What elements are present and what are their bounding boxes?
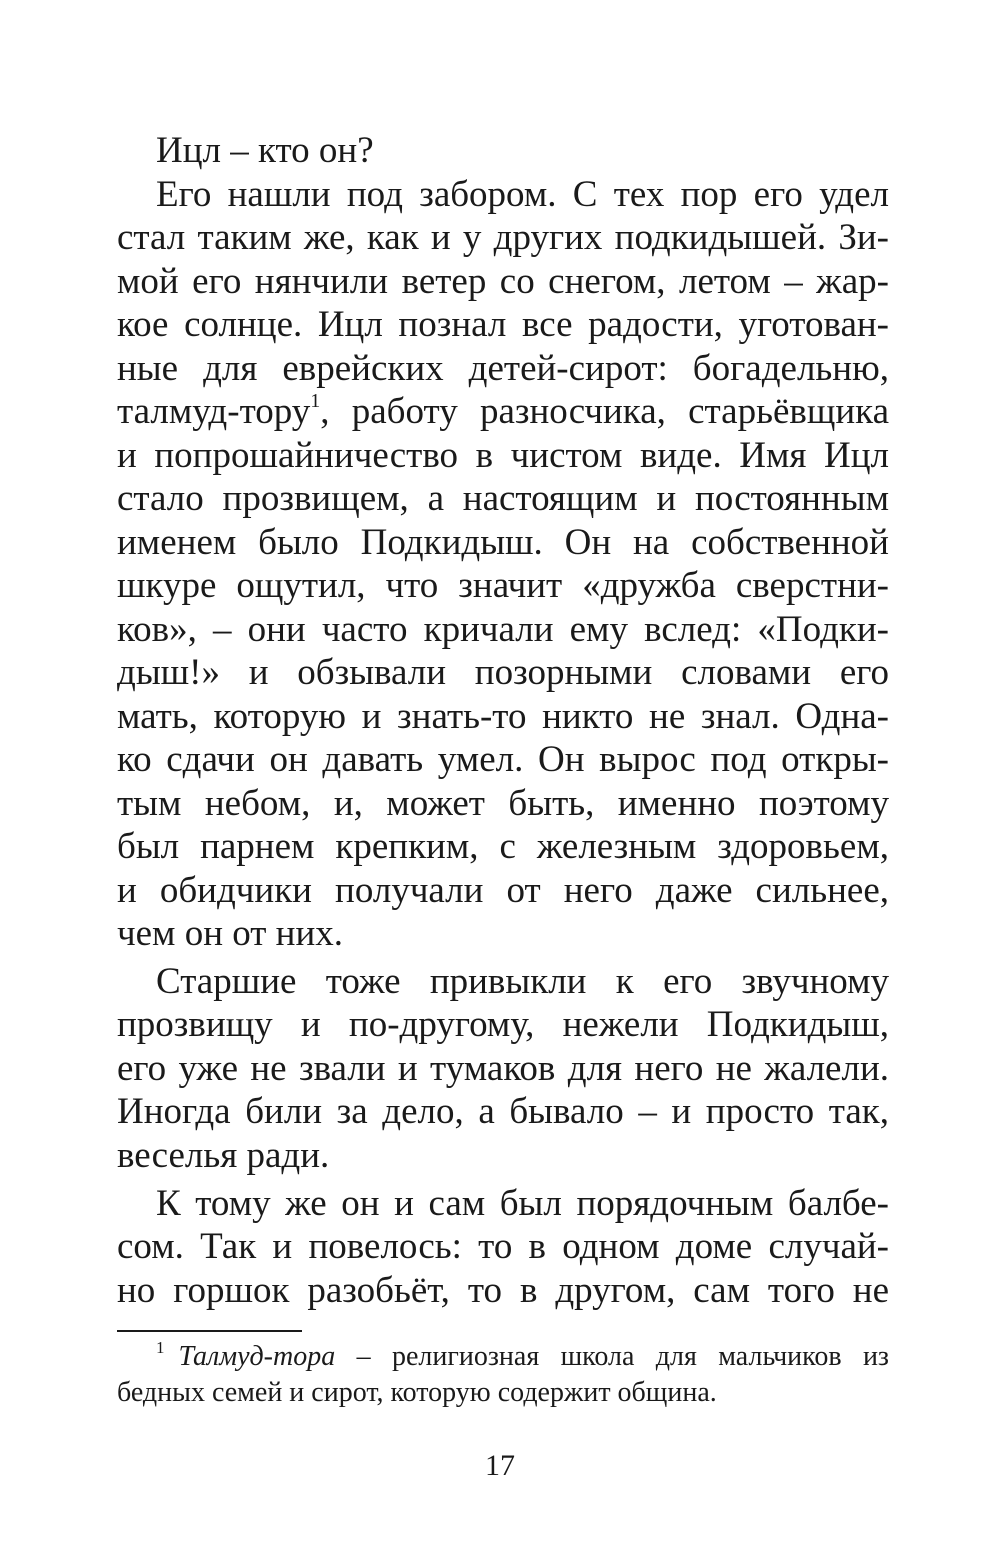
body-line: тым небом, и, может быть, именно поэтому: [117, 783, 889, 824]
body-line: прозвищу и по-другому, нежели Подкидыш,: [117, 1004, 889, 1045]
body-line: дыш!» и обзывали позорными словами его: [117, 652, 889, 693]
body-line: Старшие тоже привыкли к его звучному: [156, 961, 889, 1002]
body-line: веселья ради.: [117, 1135, 330, 1176]
body-line: ков», – они часто кричали ему вслед: «Подки-: [117, 609, 889, 650]
footnote-reference[interactable]: 1: [310, 390, 321, 412]
body-text: талмуд-тору: [117, 391, 311, 432]
body-line: мой его нянчили ветер со снегом, летом – жар-: [117, 261, 889, 302]
body-line: но горшок разобьёт, то в другом, сам того не: [117, 1270, 889, 1311]
body-line: К тому же он и сам был порядочным балбе-: [156, 1183, 889, 1224]
body-line: его уже не звали и тумаков для него не жалели.: [117, 1048, 889, 1089]
body-text: , работу разносчика, старьёвщика: [320, 391, 889, 432]
body-line: ные для еврейских детей-сирот: богадельню,: [117, 348, 889, 389]
body-line: Ицл – кто он?: [156, 130, 374, 171]
footnote: [156, 1339, 889, 1375]
footnote-text: бедных семей и сирот, которую содержит община.: [117, 1377, 717, 1408]
body-line: Иногда били за дело, а бывало – и просто так,: [117, 1091, 889, 1132]
body-line: сом. Так и повелось: то в одном доме случай-: [117, 1226, 889, 1267]
body-line: чем он от них.: [117, 913, 344, 954]
body-line: был парнем крепким, с железным здоровьем,: [117, 826, 889, 867]
page-number: 17: [485, 1449, 515, 1482]
body-line: стало прозвищем, а настоящим и постоянным: [117, 478, 889, 519]
body-line: Его нашли под забором. С тех пор его удел: [156, 174, 889, 215]
body-line-with-footnote-ref: [117, 390, 889, 434]
body-line: и обидчики получали от него даже сильнее,: [117, 870, 889, 911]
body-line: и попрошайничество в чистом виде. Имя Ицл: [117, 435, 889, 476]
footnote-separator: [117, 1330, 302, 1332]
footnote-marker: 1: [156, 1338, 165, 1357]
body-line: именем было Подкидыш. Он на собственной: [117, 522, 889, 563]
footnote-text: – религиозная школа для мальчиков из: [335, 1341, 889, 1372]
body-line: стал таким же, как и у других подкидышей. Зи-: [117, 217, 889, 258]
body-line: мать, которую и знать-то никто не знал. Одна-: [117, 696, 889, 737]
body-line: шкуре ощутил, что значит «дружба сверстни-: [117, 565, 889, 606]
footnote-term: Талмуд-тора: [178, 1341, 336, 1372]
body-line: ко сдачи он давать умел. Он вырос под откры-: [117, 739, 889, 780]
body-line: кое солнце. Ицл познал все радости, уготован-: [117, 304, 889, 345]
